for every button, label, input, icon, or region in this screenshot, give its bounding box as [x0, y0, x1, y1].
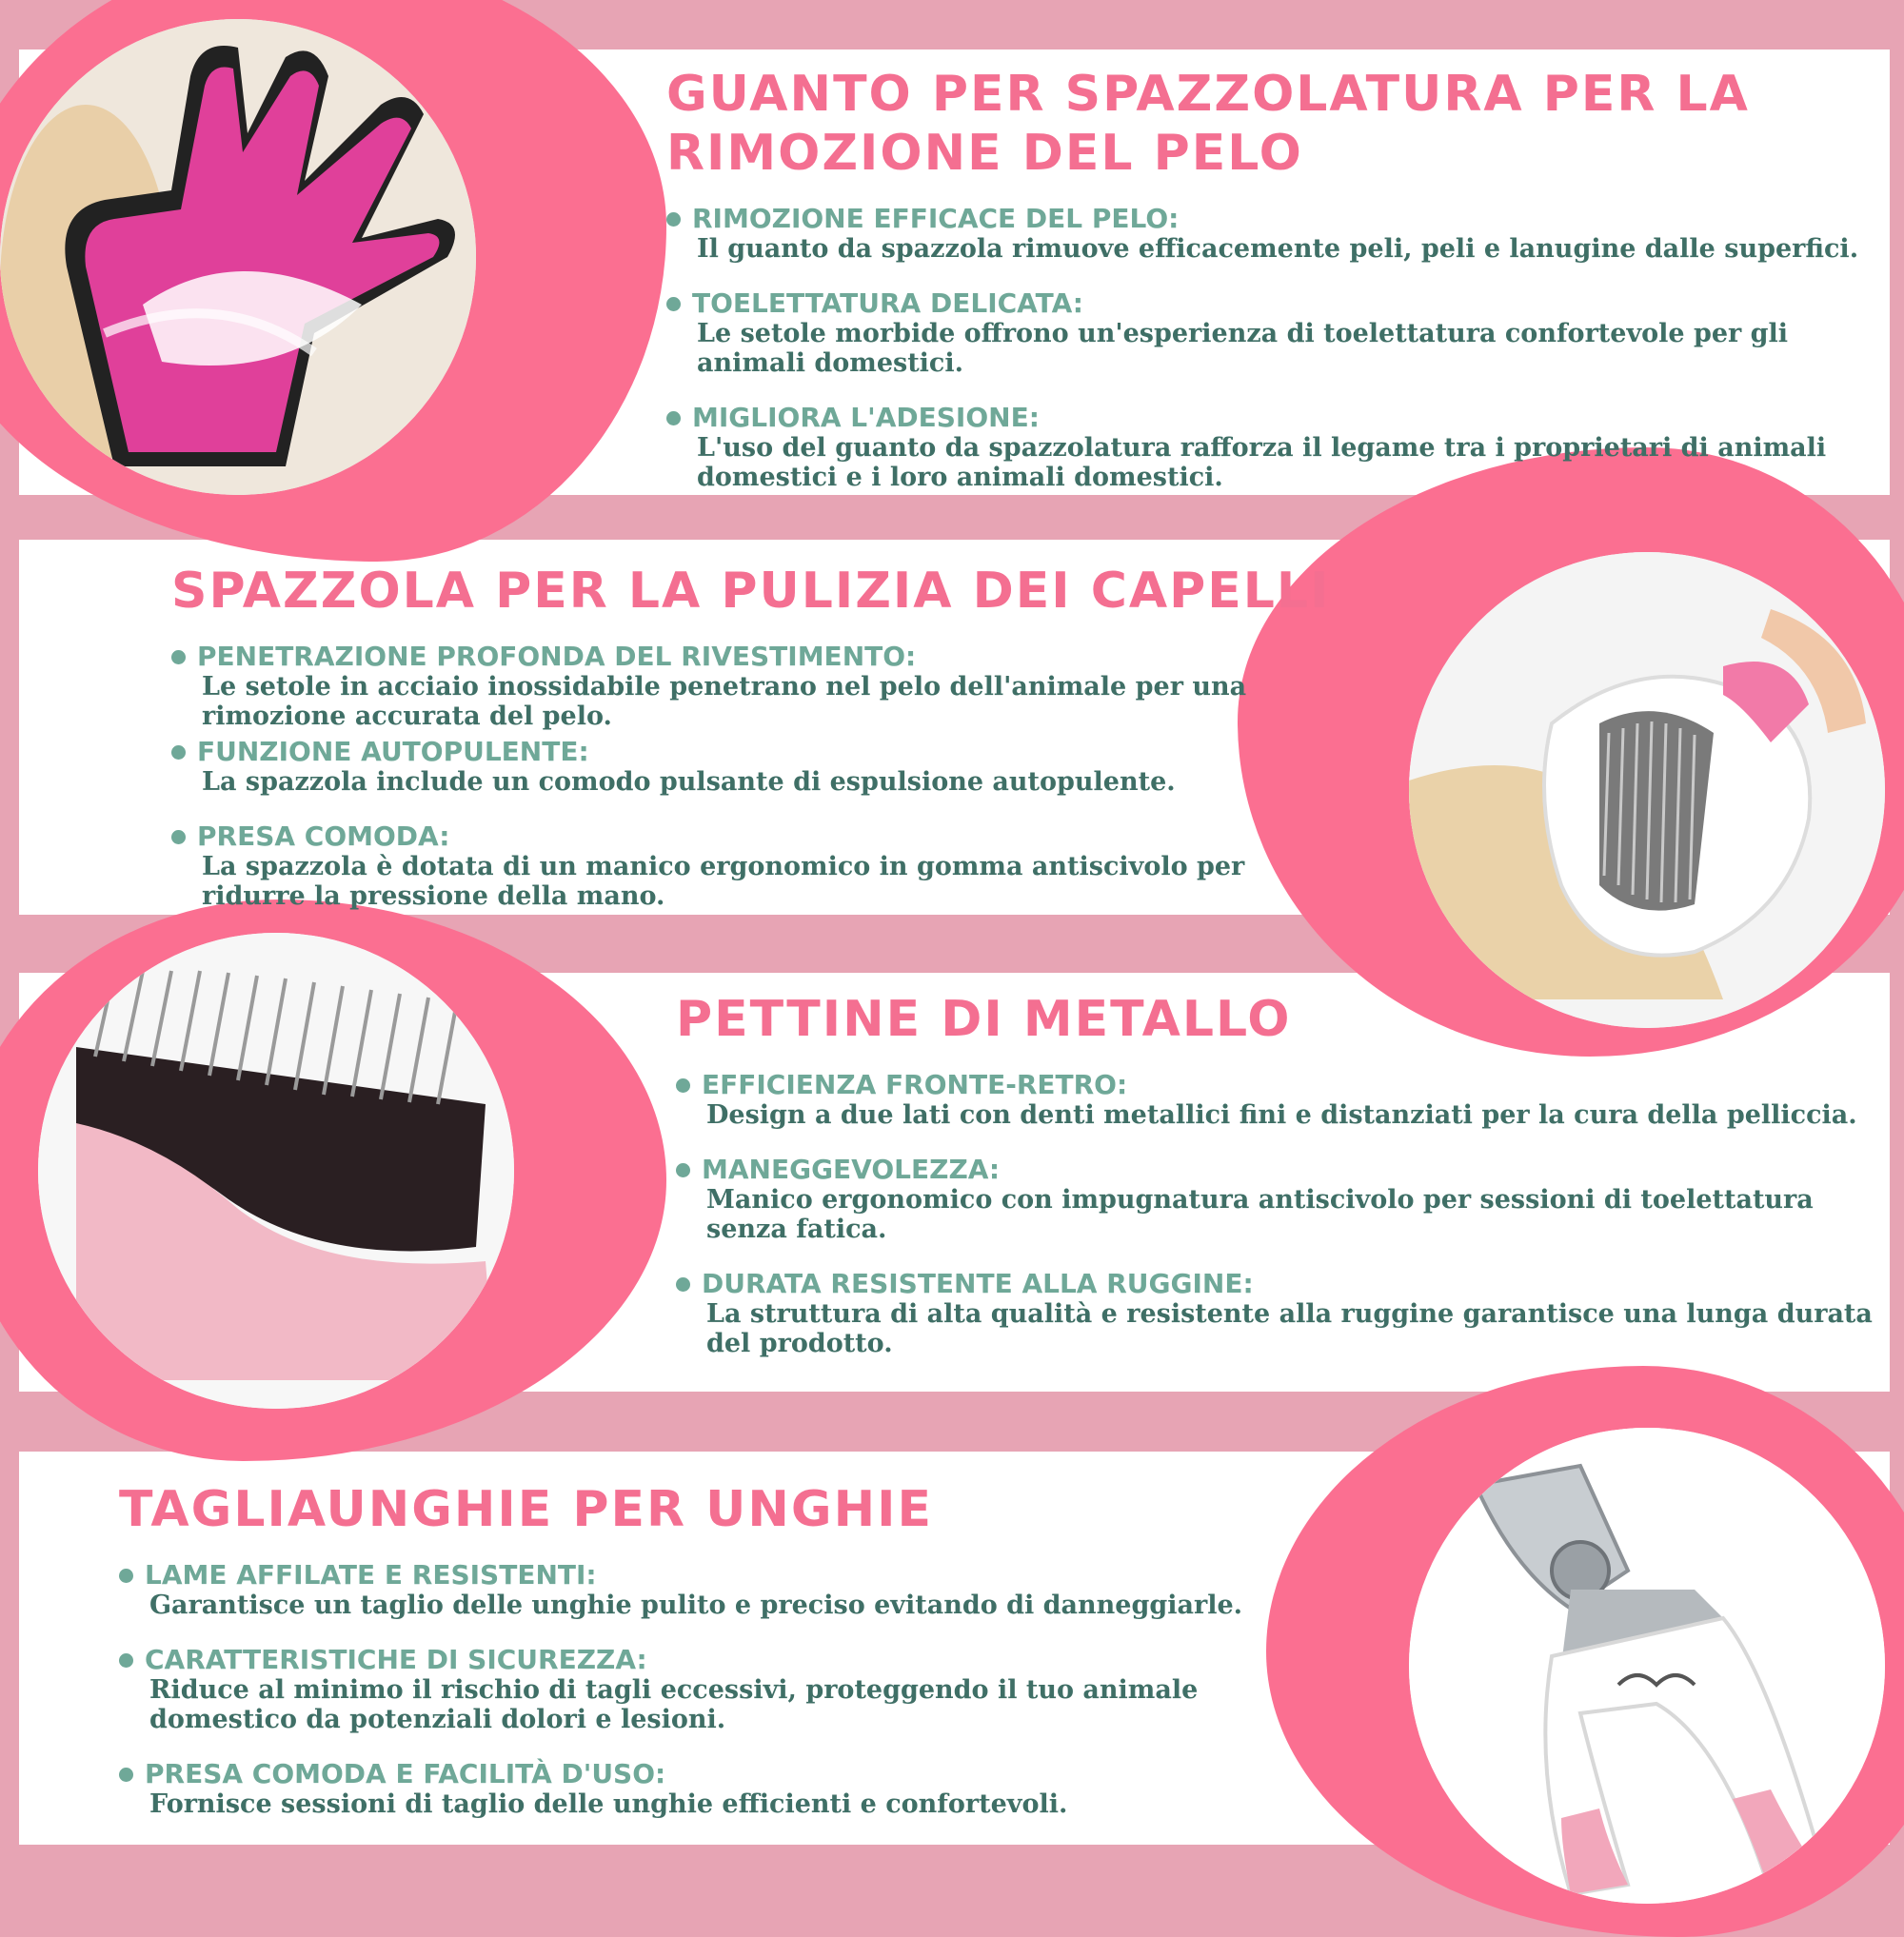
feature-heading: MIGLIORA L'ADESIONE:	[692, 402, 1040, 433]
feature-heading: MANEGGEVOLEZZA:	[702, 1154, 1001, 1185]
glove-illustration	[0, 19, 476, 495]
section-comb	[676, 990, 1875, 1383]
section-glove	[666, 65, 1875, 517]
section-title: SPAZZOLA PER LA PULIZIA DEI CAPELLI	[171, 563, 1331, 620]
grooming-glove-image	[0, 19, 476, 495]
nail-clipper-image	[1409, 1428, 1885, 1904]
bullet-dot	[676, 1078, 690, 1093]
feature-heading: RIMOZIONE EFFICACE DEL PELO:	[692, 203, 1180, 234]
bullet-dot	[676, 1163, 690, 1177]
feature-text: La spazzola include un comodo pulsante di espulsione autopulente.	[202, 767, 1176, 797]
feature-item	[119, 1759, 1299, 1819]
feature-text: Design a due lati con denti metallici fini e distanziati per la cura della pelliccia.	[706, 1100, 1857, 1130]
feature-item	[171, 737, 1333, 797]
feature-heading: PENETRAZIONE PROFONDA DEL RIVESTIMENTO:	[197, 641, 917, 672]
feature-item	[666, 403, 1875, 492]
feature-heading: DURATA RESISTENTE ALLA RUGGINE:	[702, 1268, 1254, 1299]
feature-heading: LAME AFFILATE E RESISTENTI:	[145, 1559, 597, 1591]
section-title: TAGLIAUNGHIE PER UNGHIE	[119, 1481, 933, 1538]
feature-item	[119, 1560, 1299, 1620]
feature-item	[676, 1155, 1875, 1244]
feature-item	[666, 204, 1875, 264]
bullet-dot	[119, 1768, 133, 1782]
feature-heading: EFFICIENZA FRONTE-RETRO:	[702, 1069, 1128, 1100]
bullet-dot	[171, 830, 186, 844]
bullet-dot	[666, 212, 681, 227]
section-title: PETTINE DI METALLO	[676, 991, 1292, 1048]
clipper-illustration	[1409, 1428, 1885, 1904]
feature-text: La spazzola è dotata di un manico ergonomico in gomma antiscivolo per ridurre la pressione della mano.	[202, 852, 1245, 911]
feature-heading: PRESA COMODA:	[197, 820, 450, 852]
feature-heading: PRESA COMODA E FACILITÀ D'USO:	[145, 1758, 666, 1789]
bullet-dot	[171, 745, 186, 760]
bullet-dot	[171, 650, 186, 664]
feature-text: Garantisce un taglio delle unghie pulito e preciso evitando di danneggiarle.	[149, 1591, 1243, 1620]
section-brush	[171, 562, 1333, 936]
feature-text: Riduce al minimo il rischio di tagli eccessivi, proteggendo il tuo animale domestico da potenziali dolori e lesioni.	[149, 1675, 1199, 1734]
bullet-dot	[666, 411, 681, 425]
feature-text: Manico ergonomico con impugnatura antiscivolo per sessioni di toelettatura senza fatica.	[706, 1185, 1814, 1244]
feature-heading: FUNZIONE AUTOPULENTE:	[197, 736, 589, 767]
bullet-dot	[676, 1277, 690, 1292]
feature-heading: CARATTERISTICHE DI SICUREZZA:	[145, 1644, 647, 1675]
feature-text: L'uso del guanto da spazzolatura rafforza il legame tra i proprietari di animali domestici e i loro animali domestici.	[697, 433, 1827, 492]
comb-illustration	[38, 933, 514, 1409]
slicker-brush-image	[1409, 552, 1885, 1028]
bullet-dot	[666, 297, 681, 311]
section-title: GUANTO PER SPAZZOLATURA PER LA RIMOZIONE DEL PELO	[666, 66, 1750, 182]
bullet-dot	[119, 1653, 133, 1668]
section-clipper	[119, 1480, 1299, 1844]
bullet-dot	[119, 1569, 133, 1583]
brush-illustration	[1409, 552, 1885, 1028]
feature-text: Il guanto da spazzola rimuove efficacemente peli, peli e lanugine dalle superfici.	[697, 234, 1859, 264]
feature-item	[676, 1269, 1875, 1358]
metal-comb-image	[38, 933, 514, 1409]
feature-item	[171, 821, 1333, 911]
feature-text: Fornisce sessioni di taglio delle unghie efficienti e confortevoli.	[149, 1789, 1068, 1819]
feature-item	[171, 642, 1333, 731]
feature-item	[119, 1645, 1299, 1734]
feature-text: Le setole in acciaio inossidabile penetrano nel pelo dell'animale per una rimozione accurata del pelo.	[202, 672, 1247, 731]
feature-heading: TOELETTATURA DELICATA:	[692, 287, 1083, 319]
feature-text: La struttura di alta qualità e resistente alla ruggine garantisce una lunga durata del prodotto.	[706, 1299, 1873, 1358]
feature-item	[676, 1070, 1875, 1130]
feature-text: Le setole morbide offrono un'esperienza di toelettatura confortevole per gli animali domestici.	[697, 319, 1789, 378]
feature-item	[666, 288, 1875, 378]
